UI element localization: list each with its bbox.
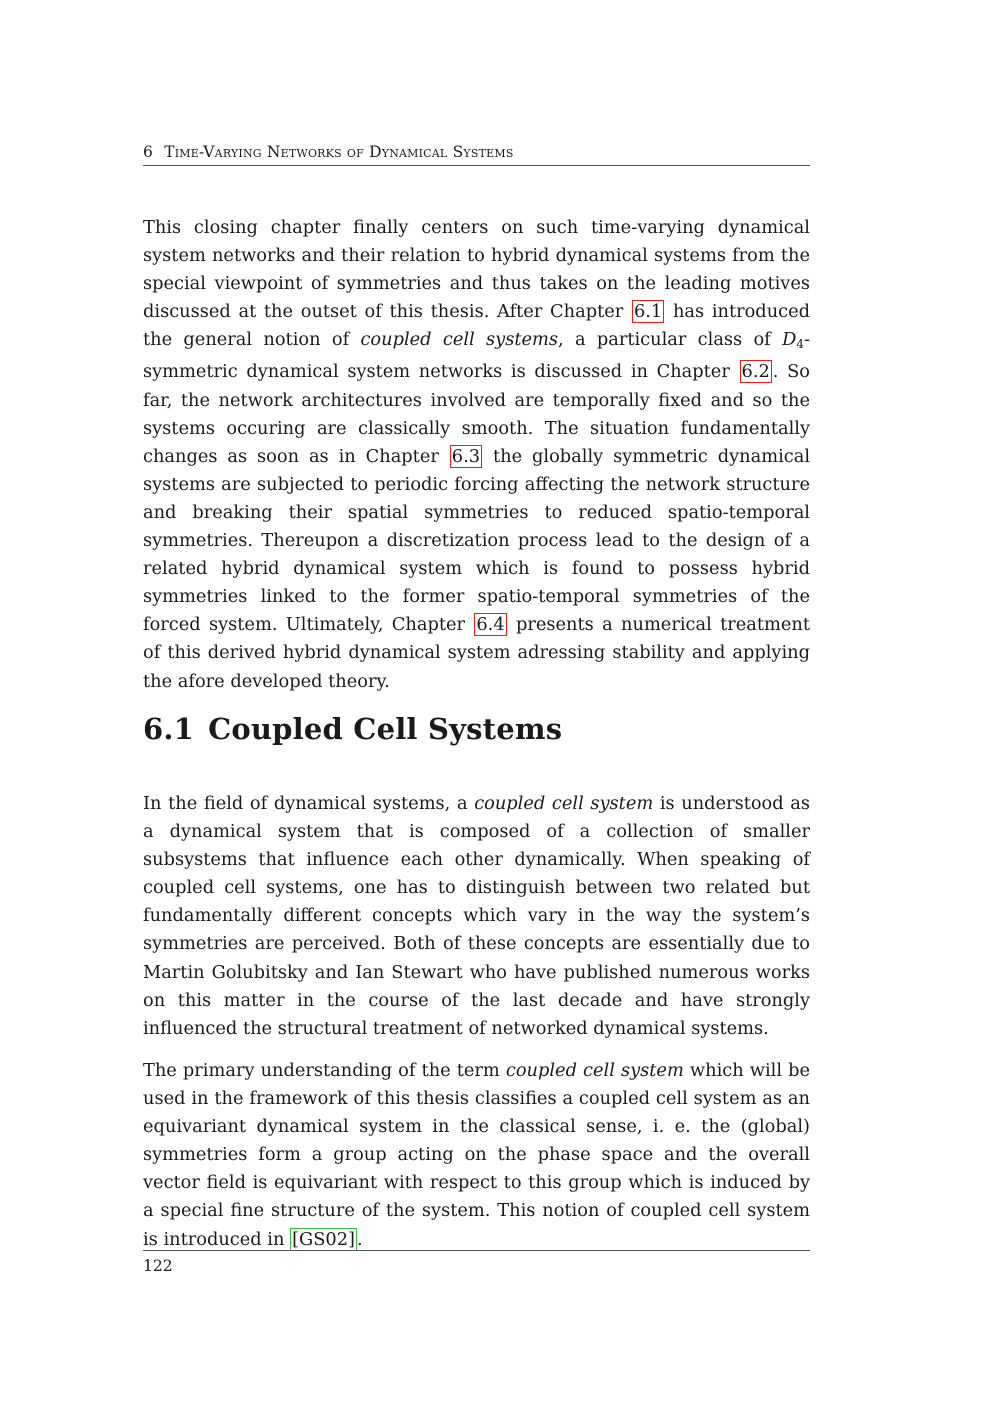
intro-text-7: presents a numerical treatment of this derived hybrid dynamical system adressing stability and applying the afore developed theory. (143, 614, 810, 692)
para3-text-2: which will be used in the framework of this thesis classifies a coupled cell system as an equivariant dynamical system in the classical sense, i. e. the (global) symmetries form a group acting on the phase space and the overall vector field is equivariant with respect to this group which is induced by a special fine structure of the system. This notion of coupled cell system is introduced in (143, 1060, 811, 1250)
para2-text-1: In the field of dynamical systems, a (143, 793, 475, 814)
chapter-ref-6-2[interactable]: 6.2 (741, 361, 770, 383)
intro-text-6: the globally symmetric dynamical systems are subjected to periodic forcing affecting the network structure and breaking their spatial symmetries to reduced spatio-temporal symmetries. Thereupon a discretization process lead to the design of a related hybrid dynamical system which is found to possess hybrid symmetries linked to the former spatio-temporal symmetries of the forced system. Ultimately, Chapter (143, 445, 810, 636)
intro-text-4: -symmetric dynamical system networks is discussed in Chapter (143, 329, 810, 383)
intro-paragraph (143, 214, 810, 696)
footer-rule (143, 1250, 810, 1251)
intro-text-2: has introduced the general notion of (143, 301, 811, 351)
symbol-d: D (782, 329, 797, 351)
intro-text-5: . So far, the network architectures involved are temporally fixed and so the systems occuring are classically smooth. The situation fundamentally changes as soon as in Chapter (143, 361, 810, 467)
chapter-ref-6-3[interactable]: 6.3 (451, 445, 481, 467)
chapter-number: 6 (143, 143, 154, 161)
intro-text-1: This closing chapter finally centers on such time-varying dynamical system networks and their relation to hybrid dynamical systems from the special viewpoint of symmetries and thus takes on the leading motives discussed at the outset of this thesis. After Chapter (143, 217, 810, 323)
symbol-d-subscript: 4 (796, 337, 804, 352)
para2-emphasis: coupled cell system (474, 793, 654, 814)
intro-emphasis: coupled cell systems (360, 329, 558, 351)
para3-text-1: The primary understanding of the term (143, 1060, 506, 1081)
citation-gs02[interactable]: [GS02] (292, 1228, 355, 1250)
section-heading (143, 712, 562, 746)
body-paragraph-2 (143, 1057, 810, 1254)
body-paragraph-1 (143, 790, 810, 1043)
chapter-ref-6-1[interactable]: 6.1 (633, 301, 663, 323)
chapter-title: Time-Varying Networks of Dynamical Systems (164, 143, 514, 161)
running-header (143, 143, 810, 166)
para3-emphasis: coupled cell system (505, 1060, 684, 1081)
page-number: 122 (143, 1257, 173, 1275)
section-title: Coupled Cell Systems (208, 712, 563, 746)
section-number: 6.1 (143, 712, 195, 746)
intro-text-3: , a particular class of (557, 329, 783, 351)
para2-text-2: is understood as a dynamical system that is composed of a collection of smaller subsystems that influence each other dynamically. When speaking of coupled cell systems, one has to distinguish between two related but fundamentally different concepts which vary in the way the system’s symmetries are perceived. Both of these concepts are essentially due to Martin Golubitsky and Ian Stewart who have published numerous works on this matter in the course of the last decade and have strongly influenced the structural treatment of networked dynamical systems. (143, 793, 810, 1039)
chapter-ref-6-4[interactable]: 6.4 (476, 614, 505, 636)
para3-text-3: . (357, 1228, 363, 1250)
